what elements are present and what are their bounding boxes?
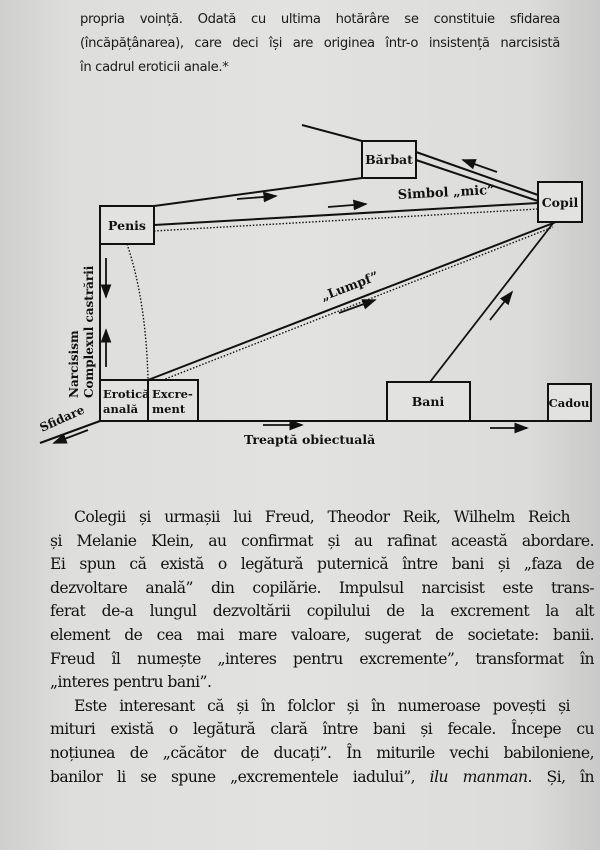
box-excrement-line1: Excre- <box>152 387 193 401</box>
box-copil: Copil <box>541 195 579 210</box>
body-text <box>50 506 594 789</box>
text-segment: Și, în <box>531 767 594 786</box>
label-narcisism: Narcisism <box>67 330 81 398</box>
box-erotica-line1: Erotică <box>103 387 150 401</box>
text-line: Este interesant că și în folclor și în numeroase povești și <box>74 696 570 715</box>
italic-term: ilu manman. <box>429 767 532 786</box>
box-erotica-line2: anală <box>103 402 139 416</box>
text-line: Ei spun că există o legătură puternică între bani și „faza de <box>50 555 594 574</box>
text-line: dezvoltare anală” din copilărie. Impulsul narcisist este trans- <box>50 578 594 597</box>
text-line: (încăpățânarea), care deci își are originea într-o insistență narcisistă <box>80 36 560 51</box>
label-lumpf: „Lumpf” <box>318 268 381 304</box>
box-excrement-line2: ment <box>152 402 186 416</box>
text-line: ferat de-a lungul dezvoltării copilului de la excrement la alt <box>50 602 594 621</box>
text-line: Freud îl numește „interes pentru excremente”, transformat în <box>50 649 594 668</box>
text-line: element de cea mai mare valoare, sugerat de societate: banii. <box>50 625 594 644</box>
text-line <box>50 766 594 790</box>
label-treapta-obiectuala: Treaptă obiectuală <box>244 432 376 447</box>
box-bani: Bani <box>411 394 445 409</box>
text-line: „interes pentru bani”. <box>50 673 212 692</box>
text-segment: banilor li se spune „excrementele iadului”, <box>50 767 430 786</box>
text-line: și Melanie Klein, au confirmat și au rafinat această abordare. <box>50 531 594 550</box>
text-line: în cadrul eroticii anale.* <box>80 60 229 75</box>
label-simbol-mic: Simbol „mic” <box>397 182 495 203</box>
label-complexul-castrarii: Complexul castrării <box>82 265 96 398</box>
box-cadou: Cadou <box>548 396 590 410</box>
text-line: Colegii și urmașii lui Freud, Theodor Reik, Wilhelm Reich <box>74 508 570 526</box>
text-line: noțiunea de „căcător de ducați”. În miturile vechi babiloniene, <box>50 743 594 762</box>
box-penis: Penis <box>108 218 146 233</box>
text-line: mituri există o legătură clară între bani și fecale. Începe cu <box>50 720 594 739</box>
text-line: propria voință. Odată cu ultima hotărâre se constituie sfidarea <box>80 12 560 27</box>
box-barbat: Bărbat <box>365 152 413 167</box>
label-sfidare: Sfidare <box>37 402 87 435</box>
